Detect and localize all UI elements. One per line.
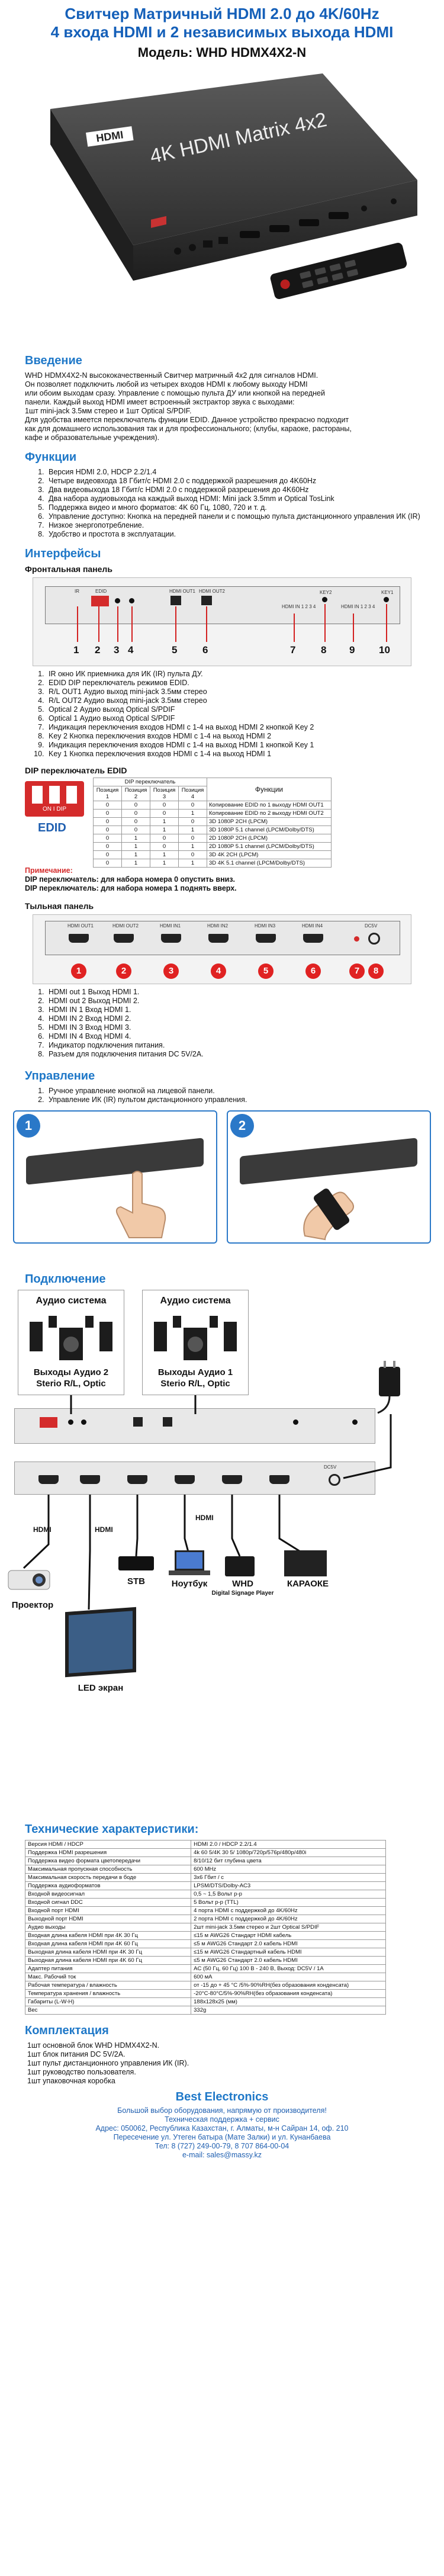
intro-line: 1шт mini-jack 3.5мм стерео и 1шт Optical S/PDIF. [25,407,192,415]
led-wall-screen [69,1611,133,1674]
list-item: 7. Индикатор подключения питания. [46,1041,420,1050]
intro-text [25,371,420,442]
cell: Копирование EDID по 1 выходу HDMI OUT1 [207,801,332,810]
hdmi-cable-label: HDMI [95,1525,113,1534]
edid-dip-switch-large [25,781,84,817]
pointer-line [206,606,207,642]
led-row-1-label: HDMI IN 1 2 3 4 [341,604,375,609]
control-title: Управление [25,1069,95,1083]
table-row [25,1890,386,1899]
hdmi-in2-port [208,934,229,943]
table-row [25,1923,386,1932]
callout-number: 3 [163,963,179,979]
callout-number: 9 [349,644,355,656]
cell: 3D 1080P 5.1 channel (LPCM/Dolby/DTS) [207,826,332,834]
control-panel-2 [227,1110,431,1244]
port-label: HDMI IN4 [302,923,323,929]
cell: 2D 1080P 5.1 channel (LPCM/Dolby/DTS) [207,843,332,851]
cell: 1 [150,851,179,859]
list-item: 2. Управление ИК (IR) пультом дистанционного управления. [46,1096,420,1104]
table-row [25,1957,386,1965]
led-row-2-label: HDMI IN 1 2 3 4 [282,604,316,609]
spec-name: Поддержка аудиоформатов [25,1882,191,1890]
spec-value: ≤15 м AWG26 Стандарт HDMI кабель [191,1932,386,1940]
intro-title: Введение [25,354,82,367]
spec-name: Входной видеосигнал [25,1890,191,1899]
connection-title: Подключение [25,1273,106,1286]
specs-table [25,1840,386,2015]
footer [0,2090,444,2160]
callout-number: 7 [349,963,365,979]
spec-value: 4k 60 5/4K 30 5/ 1080p/720p/576p/480p/480i [191,1849,386,1857]
spec-name: Вес [25,2006,191,2015]
table-row [25,1882,386,1890]
list-item: 4. R/L OUT2 Аудио выход mini-jack 3.5мм стерео [46,696,420,705]
list-item: 3. Два видеовыхода 18 Гбит/с HDMI 2.0 с поддержкой разрешения до 4K60Hz [46,486,420,494]
list-item: 4. HDMI IN 2 Вход HDMI 2. [46,1014,420,1023]
port-label: HDMI OUT2 [112,923,139,929]
callout-number: 4 [211,963,226,979]
edid-notes [25,866,420,893]
cell: Копирование EDID по 2 выходу HDMI OUT2 [207,810,332,818]
dip-caption: ON I DIP [42,806,66,812]
pointer-line [353,614,354,642]
spec-value: HDMI 2.0 / HDCP 2.2/1.4 [191,1841,386,1849]
footer-line: Тел: 8 (727) 249-00-79, 8 707 864-00-04 [155,2142,289,2150]
spec-value: 2 порта HDMI с поддержкой до 4K/60Hz [191,1915,386,1923]
ir-label: IR [75,589,79,594]
cell: 0 [179,834,207,843]
hdmi-logo-text: HDMI [95,129,124,144]
title-line-2: 4 входа HDMI и 2 независимых выхода HDMI [50,23,394,41]
list-item: 1шт пульт дистанционного управления ИК (IR). [27,2059,189,2067]
spec-value: 188x128x25 (мм) [191,1998,386,2006]
list-item: 2. HDMI out 2 Выход HDMI 2. [46,997,420,1006]
pointer-line [324,604,326,642]
intro-line: панели. Каждый выход HDMI имеет встроенный экстрактор звука с выходами: [25,398,295,406]
list-item: 1шт основной блок WHD HDMX4X2-N. [27,2041,160,2050]
model-name: Модель: WHD HDMX4X2-N [137,45,307,60]
callout-number: 7 [290,644,296,656]
cell: 0 [94,801,122,810]
spec-value: 5 Вольт р-р (TTL) [191,1899,386,1907]
list-item: 5. Поддержка видео и много форматов: 4K 60 Гц, 1080, 720 и т. д. [46,503,420,512]
kit-title: Комплектация [25,2024,109,2037]
table-row [25,1874,386,1882]
control-number-2: 2 [230,1114,254,1138]
list-item: 2. Четыре видеовхода 18 Гбит/с HDMI 2.0 с поддержкой разрешения до 4K60Hz [46,477,420,486]
table-row [94,851,332,859]
callout-number: 6 [305,963,321,979]
table-row [94,826,332,834]
dip-toggle-1 [32,786,43,804]
key1-button[interactable] [384,597,389,602]
footer-line: Техническая поддержка + сервис [165,2115,279,2124]
cell: 1 [122,859,150,868]
pointer-line [175,606,176,642]
list-item: 1. IR окно ИК приемника для ИК (IR) пульта ДУ. [46,670,420,679]
control-panel-1 [13,1110,217,1244]
intro-line: или обоим выходам сразу. Управление с помощью пульта ДУ или кнопкой на передней [25,389,325,397]
projector-icon [6,1562,53,1598]
list-item: 6. Управление доступно: Кнопка на передней панели и с помощью пульта дистанционного управления ИК (IR) [46,512,420,521]
dc-label: DC5V [324,1464,337,1470]
spec-value: -20°C-80°C/5%-90%RH(без образования конденсата) [191,1990,386,1998]
spec-name: Выходная длина кабеля HDMI при 4K 60 Гц [25,1957,191,1965]
cell: 0 [122,818,150,826]
list-item: 5. HDMI IN 3 Вход HDMI 3. [46,1023,420,1032]
table-row [94,843,332,851]
port-label: HDMI IN3 [255,923,276,929]
cell: 1 [179,810,207,818]
cell: 0 [94,834,122,843]
table-row [25,1948,386,1957]
hdmi-cable-label: HDMI [33,1525,52,1534]
spec-name: Выходная длина кабеля HDMI при 4K 30 Гц [25,1948,191,1957]
hand-pressing-icon [109,1168,174,1239]
footer-line: Большой выбор оборудования, напрямую от производителя! [117,2106,327,2115]
list-item: 1. HDMI out 1 Выход HDMI 1. [46,988,420,997]
hdmi-in3-port [256,934,276,943]
table-row [25,1998,386,2006]
key2-button[interactable] [322,597,327,602]
table-row [25,1973,386,1981]
list-item: 10. Key 1 Кнопка переключения входов HDMI с 1-4 на выход HDMI 1 [46,750,420,759]
spec-value: 0,5 ~ 1,5 Вольт р-р [191,1890,386,1899]
optical-port-2 [170,596,181,605]
spec-value: 2шт mini-jack 3.5мм стерео и 2шт Optical S/PDIF [191,1923,386,1932]
cell: 1 [122,843,150,851]
list-item: 6. HDMI IN 4 Вход HDMI 4. [46,1032,420,1041]
list-item: 1шт блок питания DC 5V/2A. [27,2050,126,2058]
table-row [25,1899,386,1907]
spec-name: Входной сигнал DDC [25,1899,191,1907]
spec-name: Максимальная пропускная способность [25,1865,191,1874]
table-row [25,1907,386,1915]
edid-title: DIP переключатель EDID [25,766,127,775]
cell: 3D 4K 2CH (LPCM) [207,851,332,859]
note-line: DIP переключатель: для набора номера 0 опустить вниз. [25,875,235,884]
cell: 2D 1080P 2CH (LPCM) [207,834,332,843]
page-title [0,0,444,41]
spec-name: Выходной порт HDMI [25,1915,191,1923]
spec-name: Адаптер питания [25,1965,191,1973]
table-row [25,1915,386,1923]
power-led [354,936,359,942]
karaoke-screen [284,1550,327,1576]
list-item: 7. Низкое энергопотребление. [46,521,420,530]
table-row [25,1849,386,1857]
led-label: LED экран [78,1683,124,1693]
spec-value: 600 мА [191,1973,386,1981]
footer-line: Пересечение ул. Утеген батыра (Мате Залки) и ул. Кунанбаева [113,2133,331,2141]
port-label: HDMI OUT1 [67,923,94,929]
hdmi-out2-port [114,934,134,943]
spec-value: ≤5 м AWG26 Стандарт 2.0 кабель HDMI [191,1940,386,1948]
table-row [94,801,332,810]
cell: 0 [94,843,122,851]
list-item: 3. R/L OUT1 Аудио выход mini-jack 3.5мм стерео [46,688,420,696]
note-line: DIP переключатель: для набора номера 1 поднять вверх. [25,884,237,892]
spec-name: Входная длина кабеля HDMI при 4K 30 Гц [25,1932,191,1940]
port-label: HDMI IN1 [160,923,181,929]
functions-list [46,468,420,539]
cell: 0 [179,818,207,826]
callout-number: 5 [258,963,274,979]
karaoke-label: КАРАОКЕ [287,1579,329,1589]
pointer-line [386,604,387,642]
edid-label: EDID [38,821,66,834]
control-list [46,1087,420,1104]
cable-lines [0,1290,444,1823]
port-label: DC5V [365,923,378,929]
kit-list [25,2041,420,2086]
cell: 1 [150,818,179,826]
edid-table [93,778,332,868]
table-row [25,1940,386,1948]
spec-name: Рабочая температура / влажность [25,1981,191,1990]
stb-label: STB [127,1576,145,1586]
key2-label: KEY2 [320,590,332,595]
cell: 3D 4K 5.1 channel (LPCM/Dolby/DTS) [207,859,332,868]
dip-toggle-3 [66,786,77,804]
edid-col-header: Позиция 3 [150,786,179,801]
table-row [25,1841,386,1849]
spec-name: Поддержка видео формата цветопередачи [25,1857,191,1865]
hdmi-in1-port [161,934,181,943]
edid-label: EDID [95,589,107,594]
cell: 0 [150,843,179,851]
specs-body [25,1841,386,2015]
spec-name: Входная длина кабеля HDMI при 4K 60 Гц [25,1940,191,1948]
footer-info [0,2106,444,2160]
footer-line: e-mail: sales@massy.kz [182,2151,262,2159]
edid-col-header: Позиция 2 [122,786,150,801]
notes-title: Примечание: [25,866,73,875]
pointer-line [294,614,295,642]
spec-name: Входной порт HDMI [25,1907,191,1915]
table-row [25,1981,386,1990]
stb-device [118,1556,154,1570]
spec-value: LPSM/DTS/Dolby-AC3 [191,1882,386,1890]
out2-label: HDMI OUT2 [199,589,225,594]
spec-name: Версия HDMI / HDCP [25,1841,191,1849]
audio-system-label-1: Аудио система [160,1296,231,1306]
projector-label: Проектор [11,1600,54,1610]
cell: 1 [179,859,207,868]
pointer-line [98,606,99,642]
cell: 0 [94,818,122,826]
spec-name: Габариты (L-W-H) [25,1998,191,2006]
optical-port-1 [201,596,212,605]
table-row [94,818,332,826]
footer-line: Адрес: 050062, Республика Казахстан, г. Алматы, м-н Сайран 14, оф. 210 [95,2124,349,2132]
cell: 1 [150,826,179,834]
spec-name: Температура хранения / влажность [25,1990,191,1998]
spec-name: Аудио выходы [25,1923,191,1932]
hdmi-out1-port [69,934,89,943]
cell: 0 [94,851,122,859]
front-panel-title: Фронтальная панель [25,564,112,574]
spec-value: 8/10/12 бит глубина цвета [191,1857,386,1865]
table-row [94,810,332,818]
callout-number: 1 [73,644,79,656]
table-row [25,1865,386,1874]
control-number-1: 1 [17,1114,40,1138]
specs-title: Технические характеристики: [25,1823,199,1836]
audio-jack-out1 [115,598,120,603]
cell: 0 [94,826,122,834]
laptop-label: Ноутбук [171,1579,208,1589]
whd-label: WHD [232,1579,253,1589]
rear-panel-list [46,988,420,1059]
list-item: 9. Индикация переключения входов HDMI с 1-4 на выход HDMI 1 кнопкой Key 1 [46,741,420,750]
cell: 3D 1080P 2CH (LPCM) [207,818,332,826]
list-item: 4. Два набора аудиовыхода на каждый выход HDMI: Mini jack 3.5mm и Optical TosLink [46,494,420,503]
edid-block [25,778,444,866]
signage-player [225,1556,255,1576]
key1-label: KEY1 [381,590,394,595]
spec-name: Макс. Рабочий ток [25,1973,191,1981]
cell: 0 [150,801,179,810]
callout-number: 2 [95,644,101,656]
cell: 0 [150,810,179,818]
laptop-icon [169,1550,210,1578]
hdmi-cable-label: HDMI [195,1514,214,1522]
port-label: HDMI IN2 [207,923,229,929]
list-item: 8. Удобство и простота в эксплуатации. [46,530,420,539]
callout-number: 8 [368,963,384,979]
audio-out1-caption: Выходы Аудио 1 Sterio R/L, Optic [157,1367,233,1389]
table-row [25,1990,386,1998]
hdmi-in4-port [303,934,323,943]
spec-name: Максимальная скорость передачи в боде [25,1874,191,1882]
table-row [25,1857,386,1865]
front-panel-list [46,670,420,759]
table-row [94,834,332,843]
intro-line: WHD HDMX4X2-N высококачественный Свитчер матричный 4х2 для сигналов HDMI. [25,371,318,380]
matrix-device-illustration [15,68,429,346]
list-item: 6. Optical 1 Аудио выход Optical S/PDIF [46,714,420,723]
table-row [25,1965,386,1973]
list-item: 1шт упаковочная коробка [27,2077,115,2085]
spec-value: 4 порта HDMI с поддержкой до 4K/60Hz [191,1907,386,1915]
spec-value: ≤5 м AWG26 Стандарт 2.0 кабель HDMI [191,1957,386,1965]
pointer-line [131,606,133,642]
hero-product-image [15,68,429,346]
cell: 0 [179,851,207,859]
audio-system-label-2: Аудио система [36,1296,107,1306]
cell: 0 [94,810,122,818]
edid-group-header: DIP переключатель [94,778,207,786]
cell: 1 [179,843,207,851]
cell: 1 [150,859,179,868]
signage-label: Digital Signage Player [211,1590,274,1597]
callout-number: 4 [128,644,134,656]
list-item: 1. Версия HDMI 2.0, HDCP 2.2/1.4 [46,468,420,477]
spec-value: 332g [191,2006,386,2015]
functions-title: Функции [25,451,77,464]
spec-name: Поддержка HDMI разрешения [25,1849,191,1857]
intro-line: Для удобства имеется переключатель функции EDID. Данное устройство прекрасно подходит [25,416,349,424]
cell: 0 [122,826,150,834]
cell: 0 [150,834,179,843]
remote-control-icon [299,1177,370,1242]
callout-number: 3 [114,644,120,656]
cell: 1 [122,834,150,843]
cell: 0 [122,810,150,818]
audio-jack-out2 [129,598,134,603]
rear-panel-title: Тыльная панель [25,901,94,911]
spec-value: 3x6 Гбит / с [191,1874,386,1882]
interfaces-title: Интерфейсы [25,547,101,560]
list-item: 3. HDMI IN 1 Вход HDMI 1. [46,1006,420,1014]
list-item: 5. Optical 2 Аудио выход Optical S/PDIF [46,705,420,714]
control-illustrations [0,1110,444,1247]
device-name-text: 4K HDMI Matrix 4x2 [147,108,329,168]
edid-functions-header: Функции [207,778,332,801]
callout-number: 2 [116,963,131,979]
edid-dip-switch[interactable] [91,596,109,606]
spec-value: от -15 до + 45 °C /5%-90%RH(без образования конденсата) [191,1981,386,1990]
spec-value: 600 MHz [191,1865,386,1874]
title-line-1: Свитчер Матричный HDMI 2.0 до 4K/60Hz [65,5,379,23]
table-row [94,859,332,868]
cell: 0 [122,801,150,810]
callout-number: 10 [379,644,390,656]
led-wall [65,1607,136,1677]
pointer-line [77,606,78,642]
dip-toggle-2 [49,786,60,804]
pointer-line [117,606,118,642]
callout-number: 1 [71,963,86,979]
list-item: 8. Разъем для подключения питания DC 5V/2A. [46,1050,420,1059]
callout-number: 6 [202,644,208,656]
out1-label: HDMI OUT1 [169,589,195,594]
connection-diagram [0,1290,444,1823]
intro-line: Он позволяет подключить любой из четырех входов HDMI к любому выходу HDMI [25,380,308,388]
rear-panel-diagram [33,914,411,984]
list-item: 8. Key 2 Кнопка переключения входов HDMI с 1-4 на выход HDMI 2 [46,732,420,741]
list-item: 7. Индикация переключения входов HDMI с 1-4 на выход HDMI 2 кнопкой Key 2 [46,723,420,732]
table-row [25,1932,386,1940]
list-item: 1шт руководство пользователя. [27,2068,136,2076]
dc-jack [368,933,380,945]
callout-number: 5 [172,644,178,656]
edid-col-header: Позиция 4 [179,786,207,801]
intro-line: кафе и образовательные учреждения). [25,433,160,442]
spec-value: ≤15 м AWG26 Стандартный кабель HDMI [191,1948,386,1957]
cell: 1 [122,851,150,859]
cell: 0 [179,801,207,810]
cell: 1 [179,826,207,834]
list-item: 2. EDID DIP переключатель режимов EDID. [46,679,420,688]
audio-out2-caption: Выходы Аудио 2 Sterio R/L, Optic [33,1367,109,1389]
spec-value: AC (50 Гц, 60 Гц) 100 В - 240 В, Выход: DC5V / 1A [191,1965,386,1973]
footer-brand: Best Electronics [175,2090,269,2103]
cell: 0 [94,859,122,868]
callout-number: 8 [321,644,327,656]
edid-col-header: Позиция 1 [94,786,122,801]
list-item: 1. Ручное управление кнопкой на лицевой панели. [46,1087,420,1096]
intro-line: как для домашнего использования так и для профессионального; (клубы, караоке, растораны, [25,425,352,433]
front-panel-diagram [33,577,411,666]
table-row [25,2006,386,2015]
